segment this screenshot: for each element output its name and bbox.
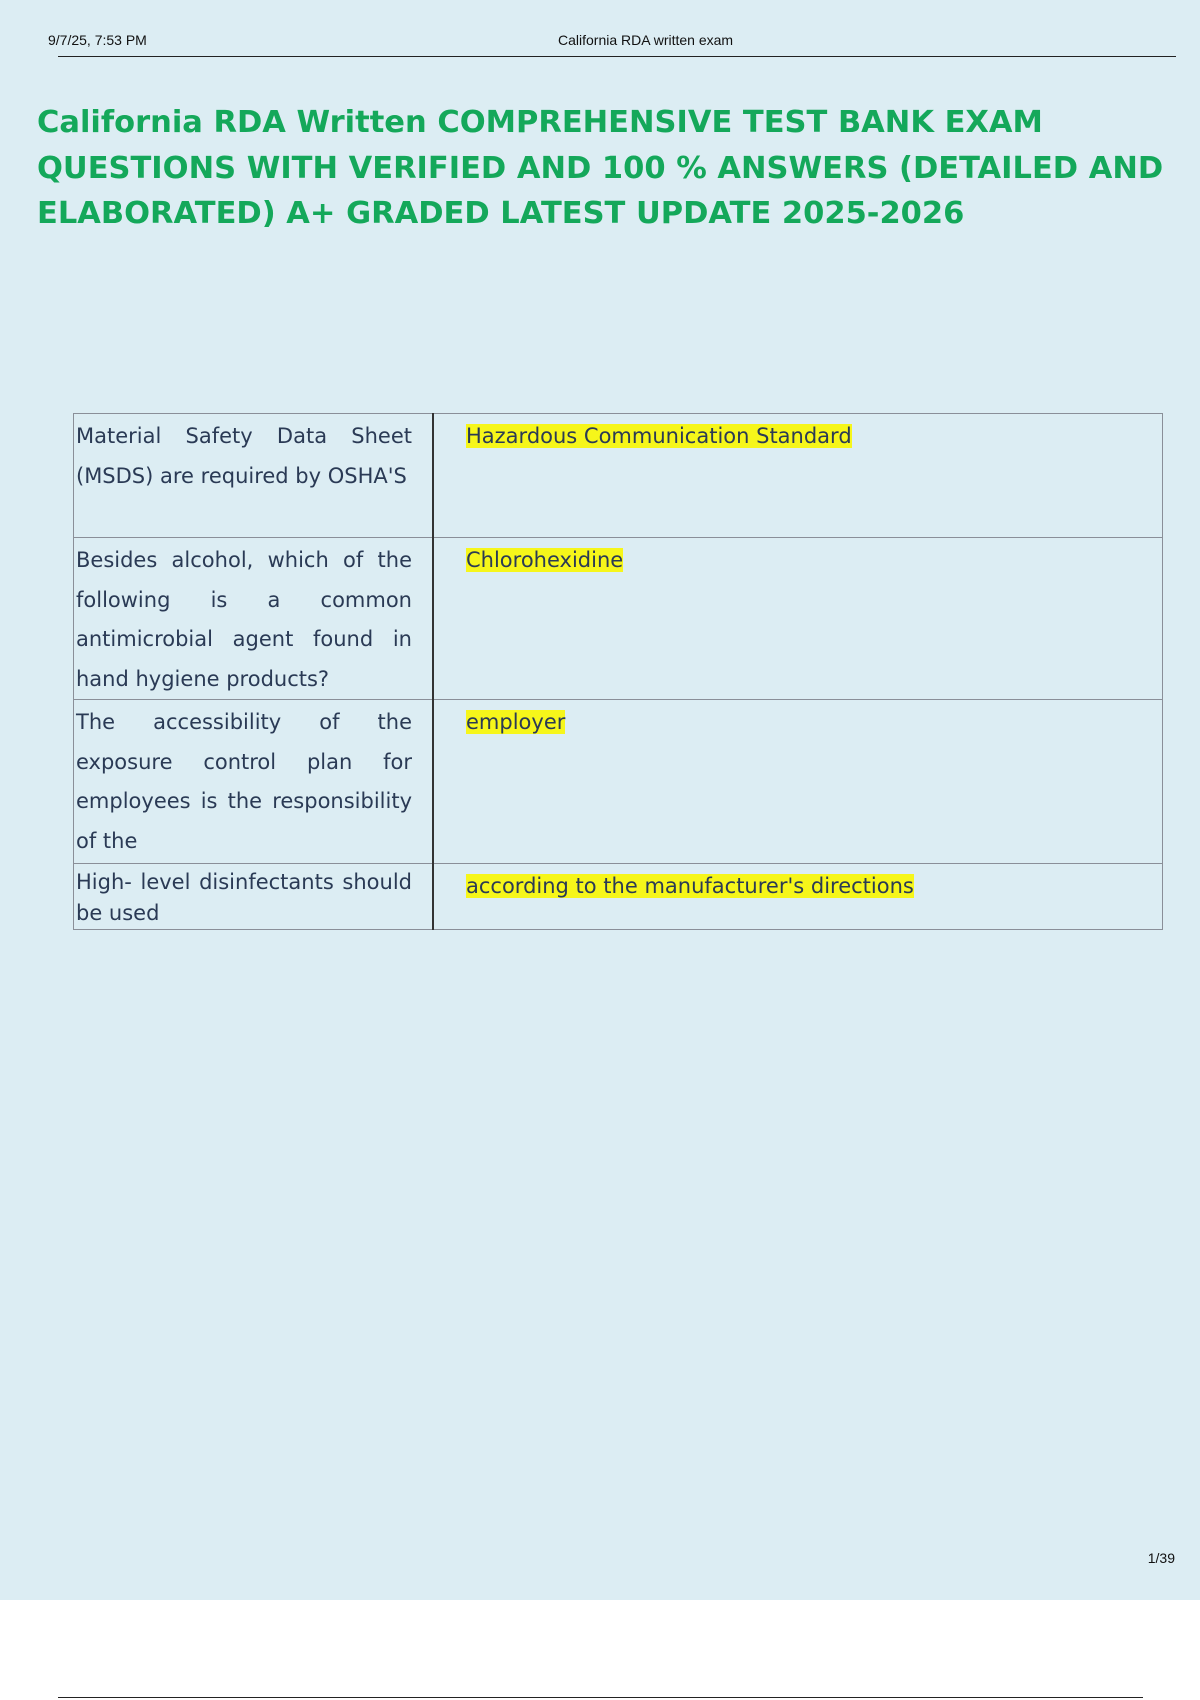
footer-divider: [58, 1697, 1143, 1698]
answer-highlight: according to the manufacturer's directions: [466, 874, 914, 898]
question-text: The accessibility of the exposure control plan for employees is the responsibility of the: [76, 710, 412, 853]
print-doc-title: California RDA written exam: [558, 32, 734, 48]
answer-cell: [433, 700, 1163, 864]
question-cell: [74, 538, 434, 700]
table-row: [74, 700, 1163, 864]
table-row: [74, 864, 1163, 930]
table-row: [74, 414, 1163, 538]
qa-table: [73, 413, 1163, 930]
question-cell: [74, 700, 434, 864]
print-datetime: 9/7/25, 7:53 PM: [48, 32, 147, 48]
question-text: Material Safety Data Sheet (MSDS) are required by OSHA'S: [76, 424, 412, 488]
header-divider: [58, 56, 1176, 57]
page-title: California RDA Written COMPREHENSIVE TEST BANK EXAM QUESTIONS WITH VERIFIED AND 100 % ANSWERS (DETAILED AND ELABORATED) A+ GRADED LATEST UPDATE 2025-2026: [37, 105, 1164, 231]
answer-cell: [433, 538, 1163, 700]
answer-cell: [433, 864, 1163, 930]
page-number: 1/39: [1147, 1550, 1175, 1566]
answer-cell: [433, 414, 1163, 538]
question-text: Besides alcohol, which of the following is a common antimicrobial agent found in hand hygiene products?: [76, 548, 412, 691]
question-cell: [74, 864, 434, 930]
question-text: High- level disinfectants should be used: [76, 870, 412, 925]
table-row: [74, 538, 1163, 700]
question-cell: [74, 414, 434, 538]
answer-highlight: employer: [466, 710, 566, 734]
print-header: [48, 28, 1176, 58]
answer-highlight: Chlorohexidine: [466, 548, 624, 572]
answer-highlight: Hazardous Communication Standard: [466, 424, 852, 448]
